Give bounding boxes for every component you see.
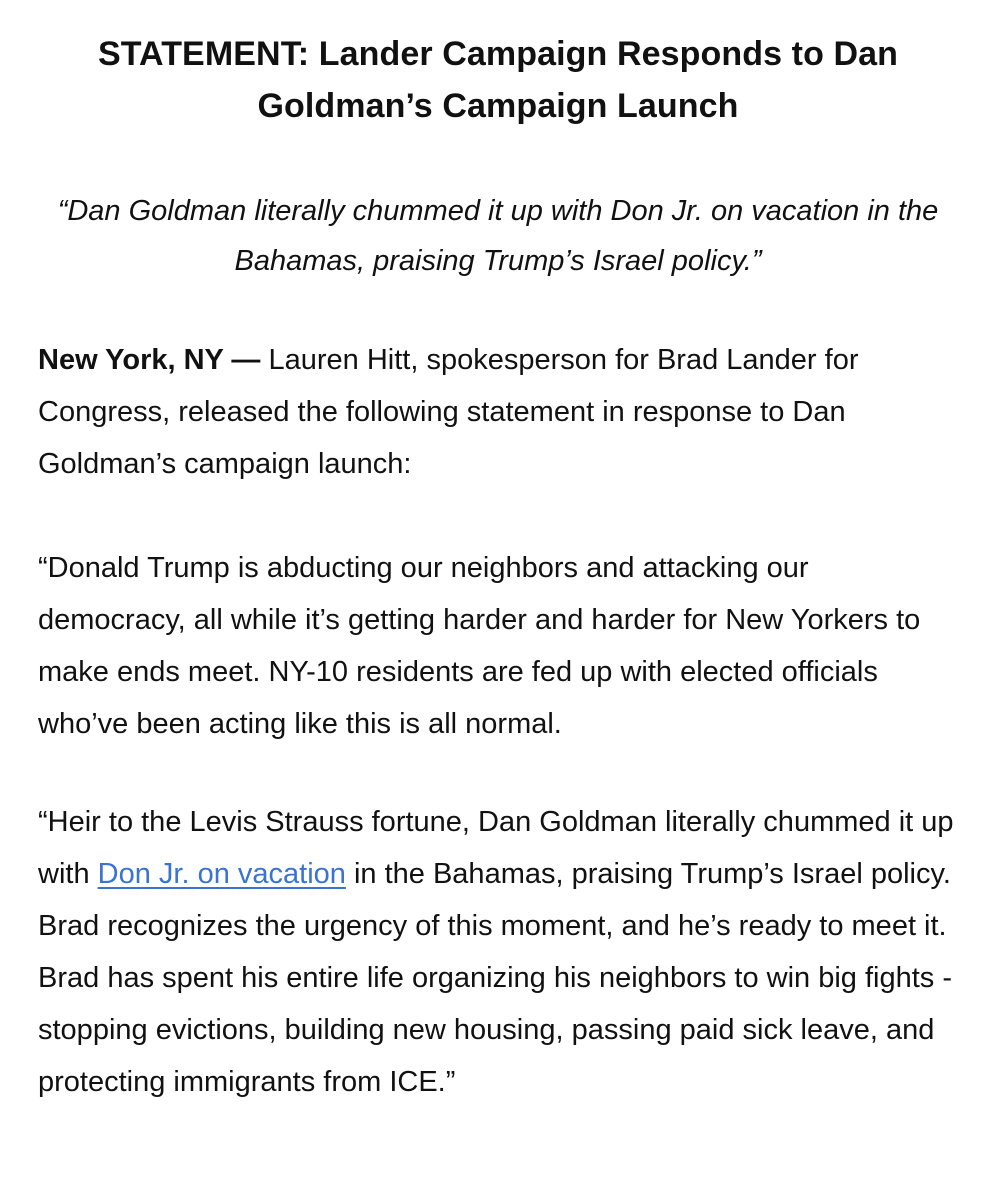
quote-paragraph-2-text-after: in the Bahamas, praising Trump’s Israel policy. Brad recognizes the urgency of this moment, and he’s ready to meet it. Brad has spent his entire life organizing his neighbors to win big fights - stopping evictions, building new housing, passing paid sick leave, and protecting immigrants from ICE.”: [38, 858, 953, 1098]
quote-paragraph-1: “Donald Trump is abducting our neighbors and attacking our democracy, all while it’s getting harder and harder for New Yorkers to make ends meet. NY-10 residents are fed up with elected officials who’ve been acting like this is all normal.: [38, 552, 921, 740]
intro-text: Lauren Hitt, spokesperson for Brad Lander for Congress, released the following statement in response to Dan Goldman’s campaign launch:: [38, 344, 859, 480]
quote-paragraph-2-text-before: “Heir to the Levis Strauss fortune, Dan Goldman literally chummed it up with: [38, 806, 954, 890]
pull-quote: “Dan Goldman literally chummed it up with Don Jr. on vacation in the Bahamas, praising Trump’s Israel policy.”: [57, 195, 939, 277]
quote-paragraph-2: [38, 796, 958, 1108]
dateline: New York, NY —: [38, 344, 261, 376]
don-jr-vacation-link[interactable]: Don Jr. on vacation: [97, 858, 346, 890]
intro-paragraph: [38, 334, 958, 490]
statement-headline: STATEMENT: Lander Campaign Responds to Dan Goldman’s Campaign Launch: [97, 35, 899, 125]
